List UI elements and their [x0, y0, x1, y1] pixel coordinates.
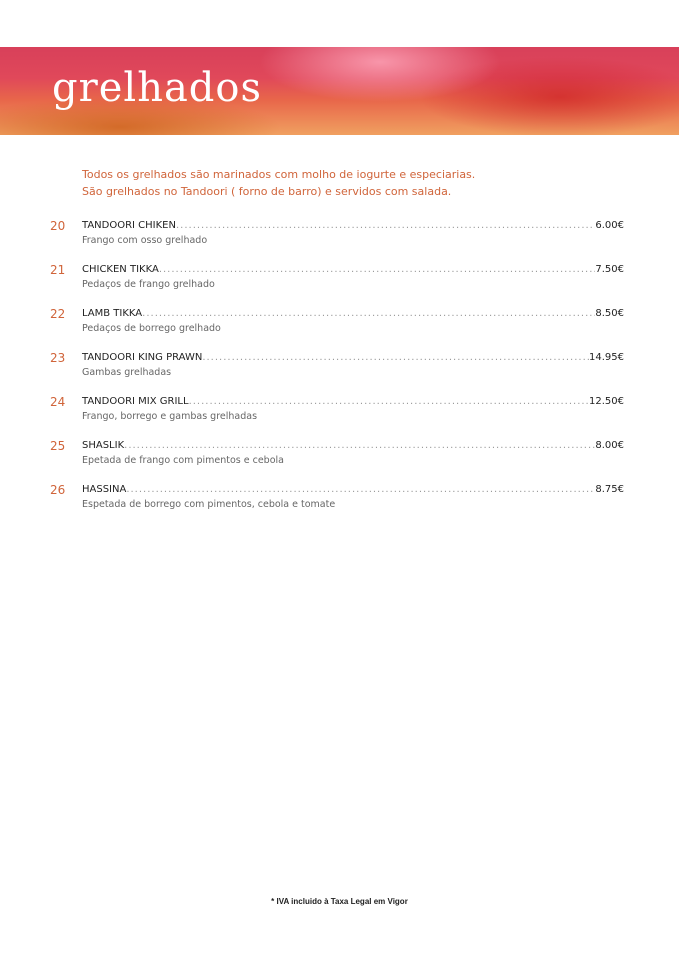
item-price: 8.75€ [595, 484, 624, 495]
item-line [82, 220, 624, 231]
item-number: 26 [50, 483, 66, 497]
page-title: grelhados [52, 65, 263, 111]
item-number: 24 [50, 395, 66, 409]
item-price: 6.00€ [595, 220, 624, 231]
menu-list [50, 219, 624, 527]
item-description: Pedaços de frango grelhado [82, 279, 215, 290]
menu-item [50, 219, 624, 263]
item-number: 22 [50, 307, 66, 321]
item-name: LAMB TIKKA [82, 308, 143, 319]
item-name: HASSINA [82, 484, 127, 495]
intro-line: São grelhados no Tandoori ( forno de barro) e servidos com salada. [82, 185, 452, 198]
dot-leader [142, 308, 595, 319]
dot-leader [159, 264, 596, 275]
item-line [82, 396, 624, 407]
menu-item [50, 307, 624, 351]
item-number: 21 [50, 263, 66, 277]
dot-leader [202, 352, 589, 363]
item-description: Epetada de frango com pimentos e cebola [82, 455, 284, 466]
intro-text [82, 166, 475, 200]
item-line [82, 352, 624, 363]
item-price: 14.95€ [589, 352, 624, 363]
menu-item [50, 263, 624, 307]
item-price: 7.50€ [595, 264, 624, 275]
item-description: Frango com osso grelhado [82, 235, 208, 246]
item-price: 8.00€ [595, 440, 624, 451]
menu-item [50, 395, 624, 439]
item-description: Gambas grelhadas [82, 367, 172, 378]
item-price: 8.50€ [595, 308, 624, 319]
item-line [82, 484, 624, 495]
item-line [82, 440, 624, 451]
menu-item [50, 483, 624, 527]
dot-leader [126, 484, 595, 495]
menu-item [50, 351, 624, 395]
header-banner [0, 47, 679, 135]
item-number: 20 [50, 219, 66, 233]
item-name: TANDOORI KING PRAWN [82, 352, 203, 363]
item-name: TANDOORI CHIKEN [82, 220, 176, 231]
dot-leader [189, 396, 589, 407]
item-line [82, 264, 624, 275]
dot-leader [176, 220, 595, 231]
tax-note: * IVA incluido à Taxa Legal em Vigor [271, 897, 408, 906]
intro-line: Todos os grelhados são marinados com molho de iogurte e especiarias. [82, 168, 476, 181]
item-name: TANDOORI MIX GRILL [82, 396, 189, 407]
item-number: 25 [50, 439, 66, 453]
item-line [82, 308, 624, 319]
item-name: SHASLIK [82, 440, 125, 451]
dot-leader [124, 440, 595, 451]
item-description: Espetada de borrego com pimentos, cebola e tomate [82, 499, 336, 510]
menu-item [50, 439, 624, 483]
item-price: 12.50€ [589, 396, 624, 407]
item-name: CHICKEN TIKKA [82, 264, 159, 275]
item-description: Pedaços de borrego grelhado [82, 323, 221, 334]
item-number: 23 [50, 351, 66, 365]
item-description: Frango, borrego e gambas grelhadas [82, 411, 258, 422]
